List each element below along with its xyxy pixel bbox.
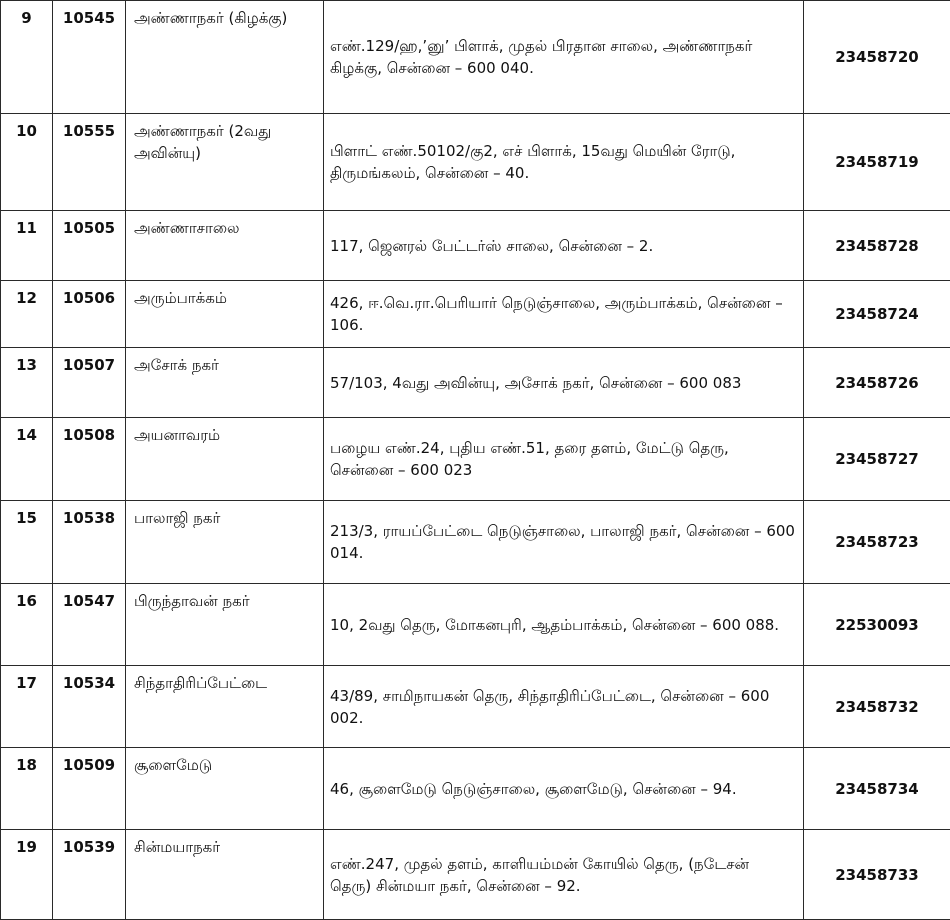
branch-name: அண்ணாநகர் (2வது அவின்யு) — [126, 114, 324, 211]
phone-number: 23458724 — [804, 281, 950, 348]
branch-name: பாலாஜி நகர் — [126, 501, 324, 584]
phone-number: 23458732 — [804, 666, 950, 748]
row-number: 15 — [1, 501, 53, 584]
branch-name: அண்ணாநகர் (கிழக்கு) — [126, 1, 324, 114]
branch-code: 10538 — [53, 501, 126, 584]
branch-address: 43/89, சாமிநாயகன் தெரு, சிந்தாதிரிப்பேட்டை, சென்னை – 600 002. — [324, 666, 804, 748]
table-row — [1, 418, 950, 501]
phone-number: 23458726 — [804, 348, 950, 418]
row-number: 12 — [1, 281, 53, 348]
phone-number: 23458734 — [804, 748, 950, 830]
branch-table-body — [1, 1, 950, 920]
phone-number: 22530093 — [804, 584, 950, 666]
phone-number: 23458719 — [804, 114, 950, 211]
row-number: 10 — [1, 114, 53, 211]
branch-code: 10506 — [53, 281, 126, 348]
branch-address: 426, ஈ.வெ.ரா.பெரியார் நெடுஞ்சாலை, அரும்பாக்கம், சென்னை – 106. — [324, 281, 804, 348]
branch-address: 10, 2வது தெரு, மோகனபுரி, ஆதம்பாக்கம், சென்னை – 600 088. — [324, 584, 804, 666]
row-number: 14 — [1, 418, 53, 501]
branch-address: எண்.247, முதல் தளம், காளியம்மன் கோயில் தெரு, (நடேசன் தெரு) சின்மயா நகர், சென்னை – 92. — [324, 830, 804, 920]
branch-name: பிருந்தாவன் நகர் — [126, 584, 324, 666]
phone-number: 23458733 — [804, 830, 950, 920]
branch-code: 10509 — [53, 748, 126, 830]
table-row — [1, 501, 950, 584]
table-row — [1, 211, 950, 281]
branch-name: அயனாவரம் — [126, 418, 324, 501]
phone-number: 23458720 — [804, 1, 950, 114]
branch-address: 57/103, 4வது அவின்யு, அசோக் நகர், சென்னை – 600 083 — [324, 348, 804, 418]
row-number: 18 — [1, 748, 53, 830]
row-number: 19 — [1, 830, 53, 920]
table-row — [1, 830, 950, 920]
table-row — [1, 114, 950, 211]
branch-code: 10539 — [53, 830, 126, 920]
branch-name: அண்ணாசாலை — [126, 211, 324, 281]
branch-address: எண்.129/ஹ,’னு’ பிளாக், முதல் பிரதான சாலை, அண்ணாநகர் கிழக்கு, சென்னை – 600 040. — [324, 1, 804, 114]
table-row — [1, 1, 950, 114]
table-row — [1, 584, 950, 666]
branch-address: 117, ஜெனரல் பேட்டர்ஸ் சாலை, சென்னை – 2. — [324, 211, 804, 281]
branch-address: 213/3, ராயப்பேட்டை நெடுஞ்சாலை, பாலாஜி நகர், சென்னை – 600 014. — [324, 501, 804, 584]
branch-code: 10505 — [53, 211, 126, 281]
branch-code: 10507 — [53, 348, 126, 418]
row-number: 9 — [1, 1, 53, 114]
branch-name: சின்மயாநகர் — [126, 830, 324, 920]
branch-address: பிளாட் எண்.50102/கு2, எச் பிளாக், 15வது மெயின் ரோடு, திருமங்கலம், சென்னை – 40. — [324, 114, 804, 211]
branch-code: 10547 — [53, 584, 126, 666]
phone-number: 23458728 — [804, 211, 950, 281]
branch-code: 10508 — [53, 418, 126, 501]
branch-name: சிந்தாதிரிப்பேட்டை — [126, 666, 324, 748]
row-number: 13 — [1, 348, 53, 418]
table-row — [1, 281, 950, 348]
branch-address: 46, சூளைமேடு நெடுஞ்சாலை, சூளைமேடு, சென்னை – 94. — [324, 748, 804, 830]
table-row — [1, 348, 950, 418]
branch-code: 10545 — [53, 1, 126, 114]
phone-number: 23458723 — [804, 501, 950, 584]
row-number: 17 — [1, 666, 53, 748]
phone-number: 23458727 — [804, 418, 950, 501]
table-row — [1, 748, 950, 830]
branch-code: 10534 — [53, 666, 126, 748]
branch-name: சூளைமேடு — [126, 748, 324, 830]
branch-address: பழைய எண்.24, புதிய எண்.51, தரை தளம், மேட்டு தெரு, சென்னை – 600 023 — [324, 418, 804, 501]
table-row — [1, 666, 950, 748]
row-number: 16 — [1, 584, 53, 666]
row-number: 11 — [1, 211, 53, 281]
branch-code: 10555 — [53, 114, 126, 211]
branch-name: அரும்பாக்கம் — [126, 281, 324, 348]
branch-name: அசோக் நகர் — [126, 348, 324, 418]
